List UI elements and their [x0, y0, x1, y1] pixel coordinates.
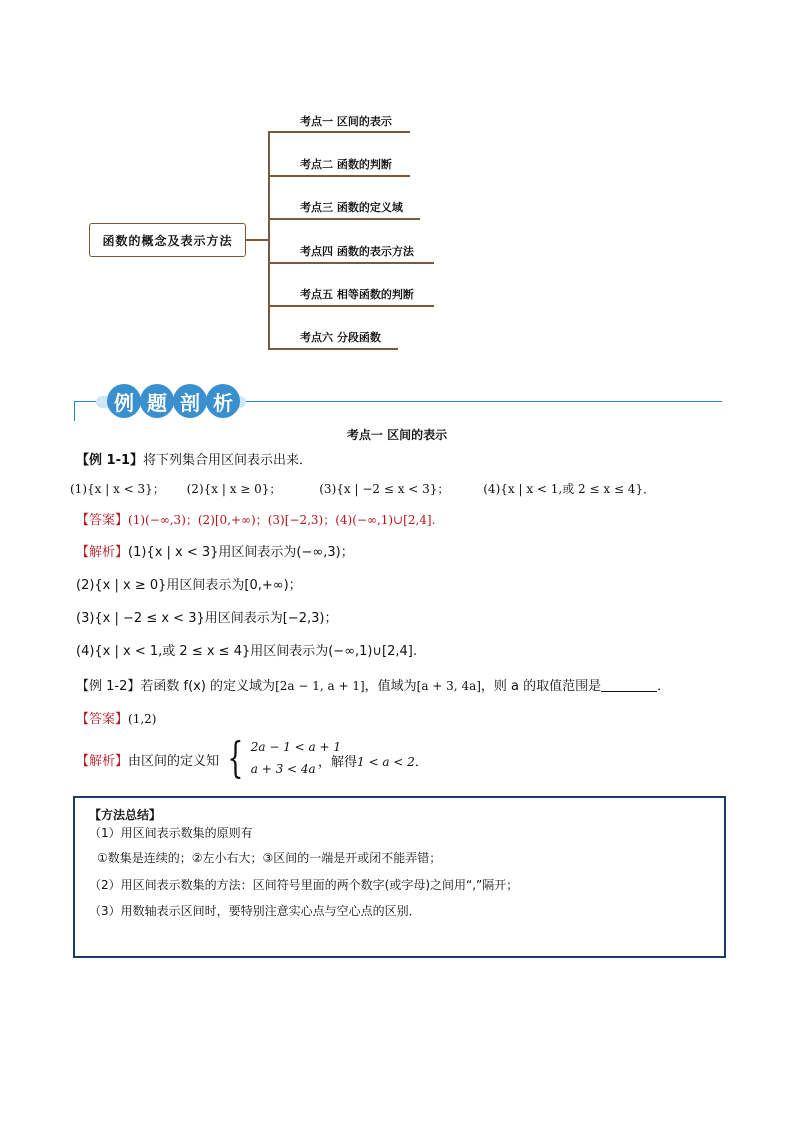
- ex2-answer-blank: [601, 677, 657, 692]
- ex1-part-1: (1){x | x < 3}；: [70, 482, 165, 496]
- summary-line-1: （1）用区间表示数集的原则有: [89, 826, 253, 840]
- ex1-analysis-1: (1){x | x < 3}用区间表示为(−∞,3)；: [128, 545, 354, 560]
- mindmap-item-2: 考点二 函数的判断: [300, 158, 392, 171]
- ex1-analysis-line-1: [76, 543, 354, 563]
- ex2-range: [a + 3, 4a]: [416, 679, 481, 693]
- banner-tick: [74, 401, 75, 421]
- summary-line-4: （3）用数轴表示区间时，要特别注意实心点与空心点的区别．: [89, 904, 421, 918]
- mindmap-item-5: 考点五 相等函数的判断: [300, 288, 414, 301]
- ex1-part-2: (2){x | x ≥ 0}；: [186, 482, 282, 496]
- system-eq-2: a + 3 < 4a: [250, 762, 316, 776]
- ex1-answer-line: [76, 510, 435, 531]
- ex2-analysis-label: 【解析】: [76, 754, 129, 769]
- mindmap-branch: [268, 175, 410, 177]
- ex2-answer-line: [76, 709, 156, 730]
- summary-title: 【方法总结】: [89, 808, 162, 822]
- ex1-answer-label: 【答案】: [76, 513, 129, 528]
- ex2-analysis-result: [318, 752, 428, 773]
- ex2-analysis-b: ，解得: [318, 755, 358, 770]
- ex2-label: 【例 1-2】: [76, 679, 141, 694]
- mindmap-item-6: 考点六 分段函数: [300, 331, 381, 344]
- system-brace: {: [227, 733, 244, 782]
- ex2-analysis-c: 1 < a < 2: [357, 755, 415, 769]
- mindmap-item-4: 考点四 函数的表示方法: [300, 245, 414, 258]
- ex1-part-4: (4){x | x < 1,或 2 ≤ x ≤ 4}．: [483, 482, 656, 496]
- ex2-prompt-end: ．: [657, 679, 671, 694]
- banner-char-2: 题: [140, 384, 174, 418]
- mindmap-connector: [246, 239, 268, 241]
- mindmap-item-3: 考点三 函数的定义域: [300, 201, 403, 214]
- banner-char-1: 例: [107, 384, 141, 418]
- summary-line-2: ①数集是连续的；②左小右大；③区间的一端是开或闭不能弄错；: [97, 851, 442, 865]
- method-summary-box: [73, 796, 726, 958]
- ex2-answer: (1,2): [128, 712, 157, 726]
- ex2-domain: [2a − 1, a + 1]: [275, 679, 365, 693]
- mindmap-branch: [268, 131, 410, 133]
- ex2-analysis-end: ．: [414, 755, 428, 770]
- ex1-label: 【例 1-1】: [76, 453, 144, 468]
- ex2-answer-label: 【答案】: [76, 712, 129, 727]
- ex1-prompt-line: [76, 451, 312, 471]
- ex1-analysis-line-3: (3){x | −2 ≤ x < 3}用区间表示为[−2,3)；: [76, 611, 338, 626]
- ex1-prompt: 将下列集合用区间表示出来．: [143, 453, 313, 468]
- ex2-prompt-e: ，则 a 的取值范围是: [480, 679, 602, 694]
- mindmap-item-1: 考点一 区间的表示: [300, 115, 392, 128]
- ex1-part-3: (3){x | −2 ≤ x < 3}；: [319, 482, 450, 496]
- banner-char-4: 析: [206, 384, 240, 418]
- banner-char-3: 剖: [173, 384, 207, 418]
- summary-line-3: （2）用区间表示数集的方法：区间符号里面的两个数字(或字母)之间用“,”隔开；: [89, 878, 519, 892]
- ex1-answer: (1)(−∞,3)；(2)[0,+∞)；(3)[−2,3)；(4)(−∞,1)∪[2,4].: [128, 513, 436, 527]
- section-title: 考点一 区间的表示: [346, 428, 448, 442]
- mindmap-branch: [268, 218, 420, 220]
- mindmap-branch: [268, 348, 398, 350]
- mindmap-branch: [268, 305, 434, 307]
- ex2-prompt-a: 若函数 f(x) 的定义域为: [140, 679, 276, 694]
- mindmap-trunk: [268, 131, 270, 348]
- system-eq-1: 2a − 1 < a + 1: [250, 740, 341, 754]
- ex2-prompt-line: [76, 676, 670, 697]
- mindmap-branch: [268, 262, 434, 264]
- mindmap-root: 函数的概念及表示方法: [89, 223, 246, 257]
- ex1-parts-line: [70, 479, 655, 499]
- ex2-analysis-a: 由区间的定义知: [128, 754, 220, 769]
- ex1-analysis-label: 【解析】: [76, 545, 129, 560]
- ex2-analysis-line: [76, 752, 219, 772]
- ex2-prompt-c: ，值域为: [364, 679, 417, 694]
- ex1-analysis-line-4: (4){x | x < 1,或 2 ≤ x ≤ 4}用区间表示为(−∞,1)∪[2,4].: [76, 644, 417, 659]
- ex1-analysis-line-2: (2){x | x ≥ 0}用区间表示为[0,+∞)；: [76, 578, 302, 593]
